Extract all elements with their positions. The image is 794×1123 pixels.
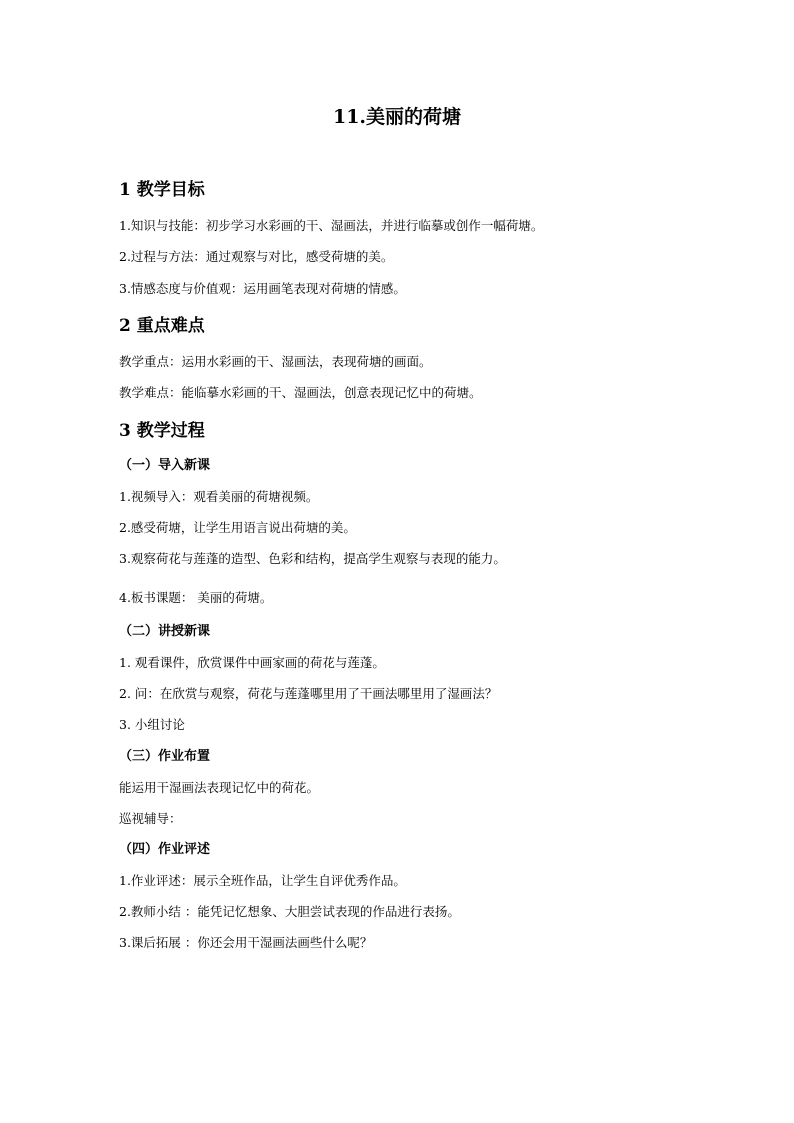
paragraph: 2.过程与方法：通过观察与对比，感受荷塘的美。: [119, 249, 394, 264]
paragraph: 2.感受荷塘，让学生用语言说出荷塘的美。: [119, 520, 356, 535]
subsection-heading-assignment: （三）作业布置: [119, 749, 211, 764]
subsection-heading-lecture: （二）讲授新课: [119, 624, 211, 639]
paragraph: 2. 问：在欣赏与观察，荷花与莲蓬哪里用了干画法哪里用了湿画法？: [119, 686, 498, 701]
subsection-heading-review: （四）作业评述: [119, 842, 211, 857]
paragraph: 3.情感态度与价值观：运用画笔表现对荷塘的情感。: [119, 281, 406, 296]
section-heading-key-points: 2 重点难点: [119, 316, 205, 336]
paragraph: 4.板书课题： 美丽的荷塘。: [119, 590, 273, 605]
paragraph: 3.课后拓展 ：你还会用干湿画法画些什么呢？: [119, 935, 373, 950]
paragraph: 1.视频导入：观看美丽的荷塘视频。: [119, 489, 319, 504]
document-title: 11.美丽的荷塘: [332, 106, 462, 128]
paragraph: 巡视辅导：: [119, 811, 182, 826]
paragraph: 1. 观看课件，欣赏课件中画家画的荷花与莲蓬。: [119, 655, 385, 670]
section-heading-process: 3 教学过程: [119, 421, 205, 441]
paragraph: 能运用干湿画法表现记忆中的荷花。: [119, 780, 320, 795]
subsection-heading-intro: （一）导入新课: [119, 458, 211, 473]
paragraph: 1.作业评述：展示全班作品，让学生自评优秀作品。: [119, 873, 406, 888]
paragraph: 2.教师小结 ：能凭记忆想象、大胆尝试表现的作品进行表扬。: [119, 904, 460, 919]
paragraph: 3. 小组讨论: [119, 717, 185, 732]
paragraph: 教学重点：运用水彩画的干、湿画法，表现荷塘的画面。: [119, 354, 432, 369]
section-heading-objectives: 1 教学目标: [119, 180, 205, 200]
paragraph: 3.观察荷花与莲蓬的造型、色彩和结构，提高学生观察与表现的能力。: [119, 551, 506, 566]
paragraph: 1.知识与技能：初步学习水彩画的干、湿画法，并进行临摹或创作一幅荷塘。: [119, 218, 544, 233]
paragraph: 教学难点：能临摹水彩画的干、湿画法，创意表现记忆中的荷塘。: [119, 385, 482, 400]
